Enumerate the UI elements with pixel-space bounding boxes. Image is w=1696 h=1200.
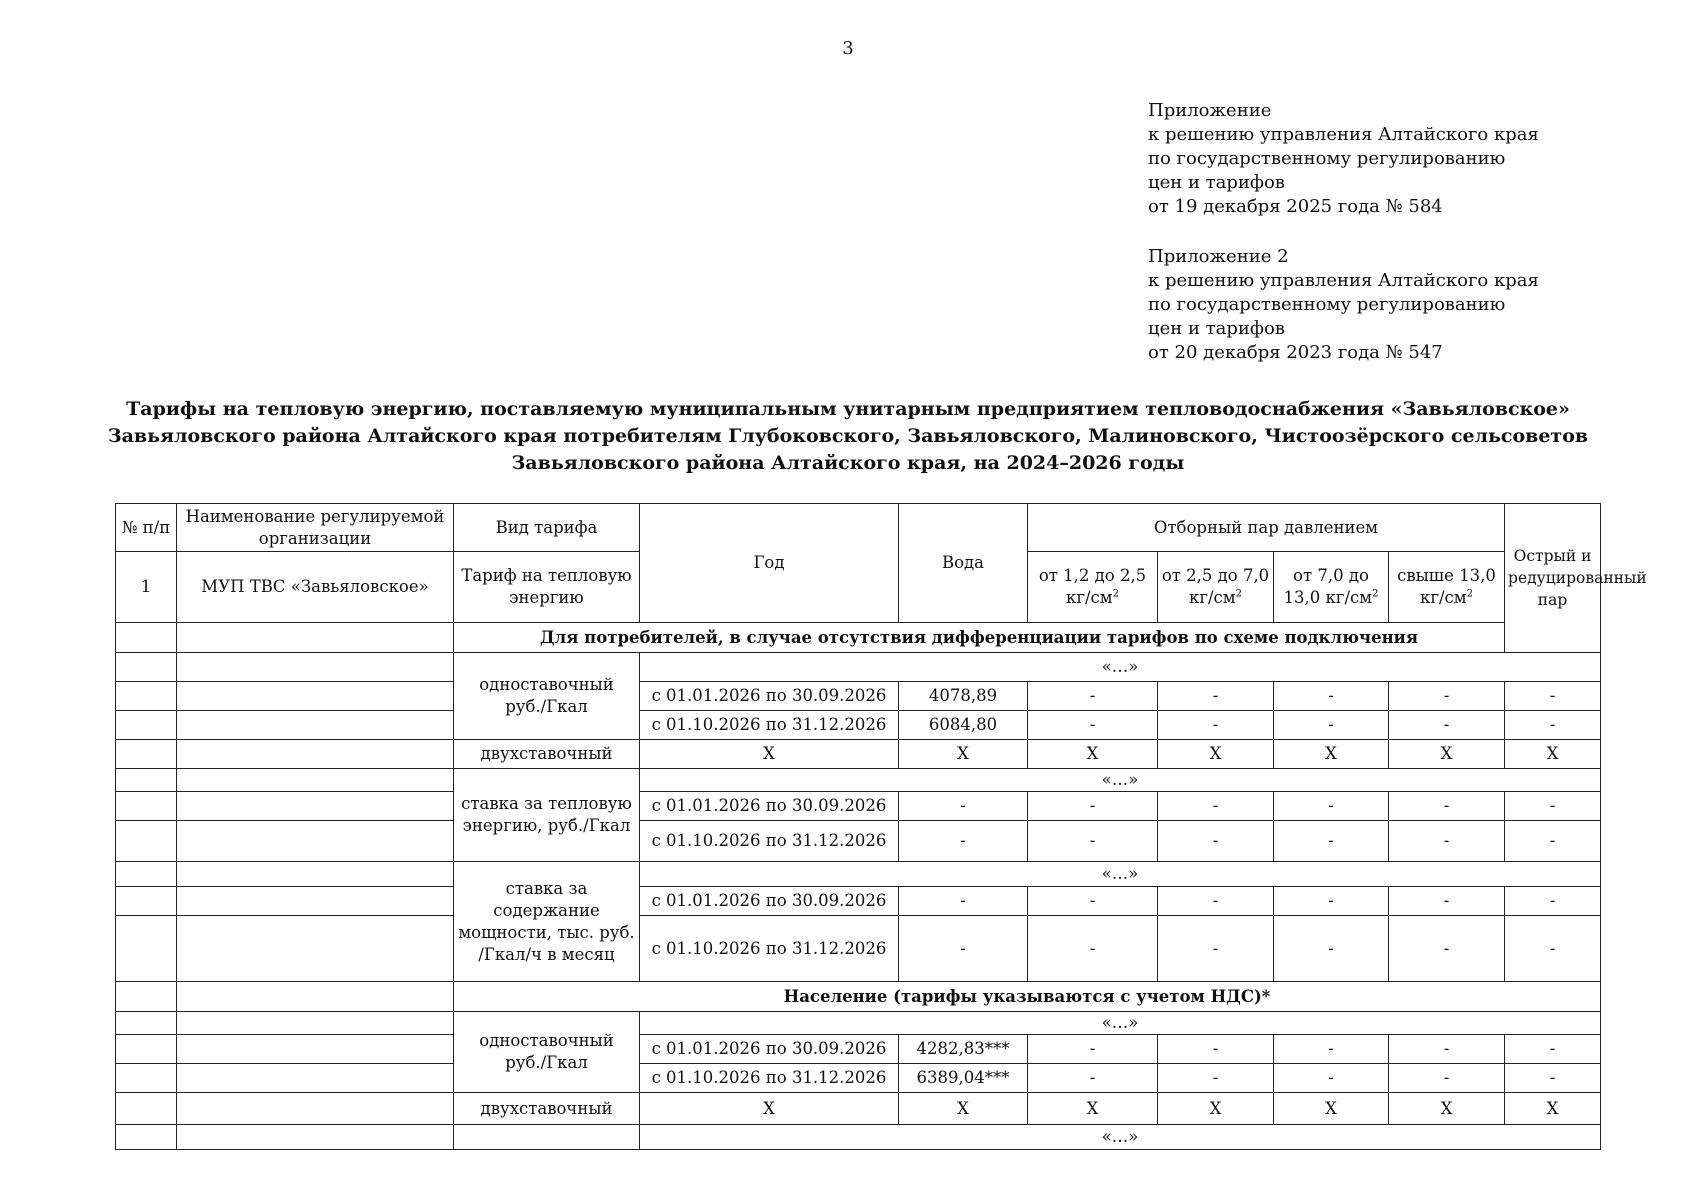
header-row bbox=[116, 504, 1601, 552]
header-year: Год bbox=[640, 504, 899, 623]
table-row: с 01.10.2026 по 31.12.2026 6389,04*** - - - - - bbox=[116, 1064, 1601, 1093]
period-cell: с 01.01.2026 по 30.09.2026 bbox=[640, 682, 899, 711]
header-sharp-steam: Острый и редуцированный пар bbox=[1505, 504, 1601, 653]
header-steam-1: от 1,2 до 2,5 $кг/см^2$ bbox=[1028, 552, 1158, 623]
page-number: 3 bbox=[842, 38, 854, 59]
appendix-amended-decision bbox=[1148, 245, 1539, 365]
appendix-line: Приложение bbox=[1148, 100, 1272, 121]
label-one-rate: одноставочный руб./Гкал bbox=[454, 1012, 640, 1093]
section-row bbox=[116, 623, 1601, 653]
period-cell: с 01.10.2026 по 31.12.2026 bbox=[640, 1064, 899, 1093]
header-water: Вода bbox=[899, 504, 1028, 623]
header-steam-4: свыше 13,0 $кг/см^2$ bbox=[1389, 552, 1505, 623]
ellipsis: «…» bbox=[640, 769, 1601, 792]
appendix-line: Приложение 2 bbox=[1148, 246, 1289, 267]
label-one-rate: одноставочный руб./Гкал bbox=[454, 653, 640, 740]
header-steam-3: от 7,0 до 13,0 $кг/см^2$ bbox=[1274, 552, 1389, 623]
table-row bbox=[116, 1012, 1601, 1035]
table-row bbox=[116, 862, 1601, 887]
title-line: Завьяловского района Алтайского края потребителям Глубоковского, Завьяловского, Малиновского, Чистоозёрского сельсоветов bbox=[107, 425, 1589, 447]
table-row: с 01.01.2026 по 30.09.2026 4078,89 - - - - - bbox=[116, 682, 1601, 711]
water-value: 4282,83*** bbox=[899, 1035, 1028, 1064]
water-value: 6084,80 bbox=[899, 711, 1028, 740]
section-row bbox=[116, 982, 1601, 1012]
ellipsis: «…» bbox=[640, 1012, 1601, 1035]
table-row: с 01.01.2026 по 30.09.2026 4282,83*** - - - - - bbox=[116, 1035, 1601, 1064]
header-num: № п/п bbox=[116, 504, 177, 552]
appendix-line: цен и тарифов bbox=[1148, 172, 1285, 193]
appendix-line: цен и тарифов bbox=[1148, 318, 1285, 339]
table-row bbox=[116, 653, 1601, 682]
ellipsis: «…» bbox=[640, 653, 1601, 682]
appendix-line: от 19 декабря 2025 года № 584 bbox=[1148, 196, 1443, 217]
appendix-current-decision bbox=[1148, 99, 1539, 219]
tariff-table bbox=[115, 503, 1647, 1150]
period-cell: с 01.10.2026 по 31.12.2026 bbox=[640, 821, 899, 862]
appendix-line: к решению управления Алтайского края bbox=[1148, 270, 1539, 291]
appendix-line: от 20 декабря 2023 года № 547 bbox=[1148, 342, 1443, 363]
period-cell: с 01.01.2026 по 30.09.2026 bbox=[640, 1035, 899, 1064]
table-row: двухставочный Х Х Х Х Х Х Х bbox=[116, 1093, 1601, 1125]
water-value: 6389,04*** bbox=[899, 1064, 1028, 1093]
org-tariff: Тариф на тепловую энергию bbox=[454, 552, 640, 623]
header-extracted-steam: Отборный пар давлением bbox=[1028, 504, 1505, 552]
ellipsis: «…» bbox=[640, 1125, 1601, 1150]
table-row bbox=[116, 1125, 1601, 1150]
appendix-line: к решению управления Алтайского края bbox=[1148, 124, 1539, 145]
label-heat-rate: ставка за тепловую энергию, руб./Гкал bbox=[454, 769, 640, 862]
title-line: Завьяловского района Алтайского края, на 2024–2026 годы bbox=[511, 452, 1185, 474]
period-cell: с 01.01.2026 по 30.09.2026 bbox=[640, 792, 899, 821]
period-cell: с 01.10.2026 по 31.12.2026 bbox=[640, 916, 899, 982]
table-row: с 01.10.2026 по 31.12.2026 6084,80 - - - - - bbox=[116, 711, 1601, 740]
period-cell: с 01.01.2026 по 30.09.2026 bbox=[640, 887, 899, 916]
ellipsis: «…» bbox=[640, 862, 1601, 887]
header-steam-2: от 2,5 до 7,0 $кг/см^2$ bbox=[1158, 552, 1274, 623]
org-num: 1 bbox=[116, 552, 177, 623]
section-no-differentiation: Для потребителей, в случае отсутствия дифференциации тарифов по схеме подключения bbox=[454, 623, 1505, 653]
table-row bbox=[116, 769, 1601, 792]
table-row: двухставочный Х Х Х Х Х Х Х bbox=[116, 740, 1601, 769]
header-tariff-kind: Вид тарифа bbox=[454, 504, 640, 552]
period-cell: с 01.10.2026 по 31.12.2026 bbox=[640, 711, 899, 740]
section-population: Население (тарифы указываются с учетом НДС)* bbox=[454, 982, 1601, 1012]
label-capacity-rate: ставка за содержание мощности, тыс. руб. /Гкал/ч в месяц bbox=[454, 862, 640, 982]
table-row: с 01.10.2026 по 31.12.2026 - - - - - - bbox=[116, 821, 1601, 862]
water-value: 4078,89 bbox=[899, 682, 1028, 711]
header-organization: Наименование регулируемой организации bbox=[177, 504, 454, 552]
table-row: с 01.10.2026 по 31.12.2026 - - - - - - bbox=[116, 916, 1601, 982]
table-row: с 01.01.2026 по 30.09.2026 - - - - - - bbox=[116, 887, 1601, 916]
document-title bbox=[0, 396, 1696, 477]
appendix-line: по государственному регулированию bbox=[1148, 148, 1506, 169]
appendix-line: по государственному регулированию bbox=[1148, 294, 1506, 315]
org-name: МУП ТВС «Завьяловское» bbox=[177, 552, 454, 623]
title-line: Тарифы на тепловую энергию, поставляемую муниципальным унитарным предприятием тепловодоснабжения «Завьяловское» bbox=[126, 398, 1570, 420]
label-two-rate: двухставочный bbox=[454, 1093, 640, 1125]
label-two-rate: двухставочный bbox=[454, 740, 640, 769]
table-row: с 01.01.2026 по 30.09.2026 - - - - - - bbox=[116, 792, 1601, 821]
